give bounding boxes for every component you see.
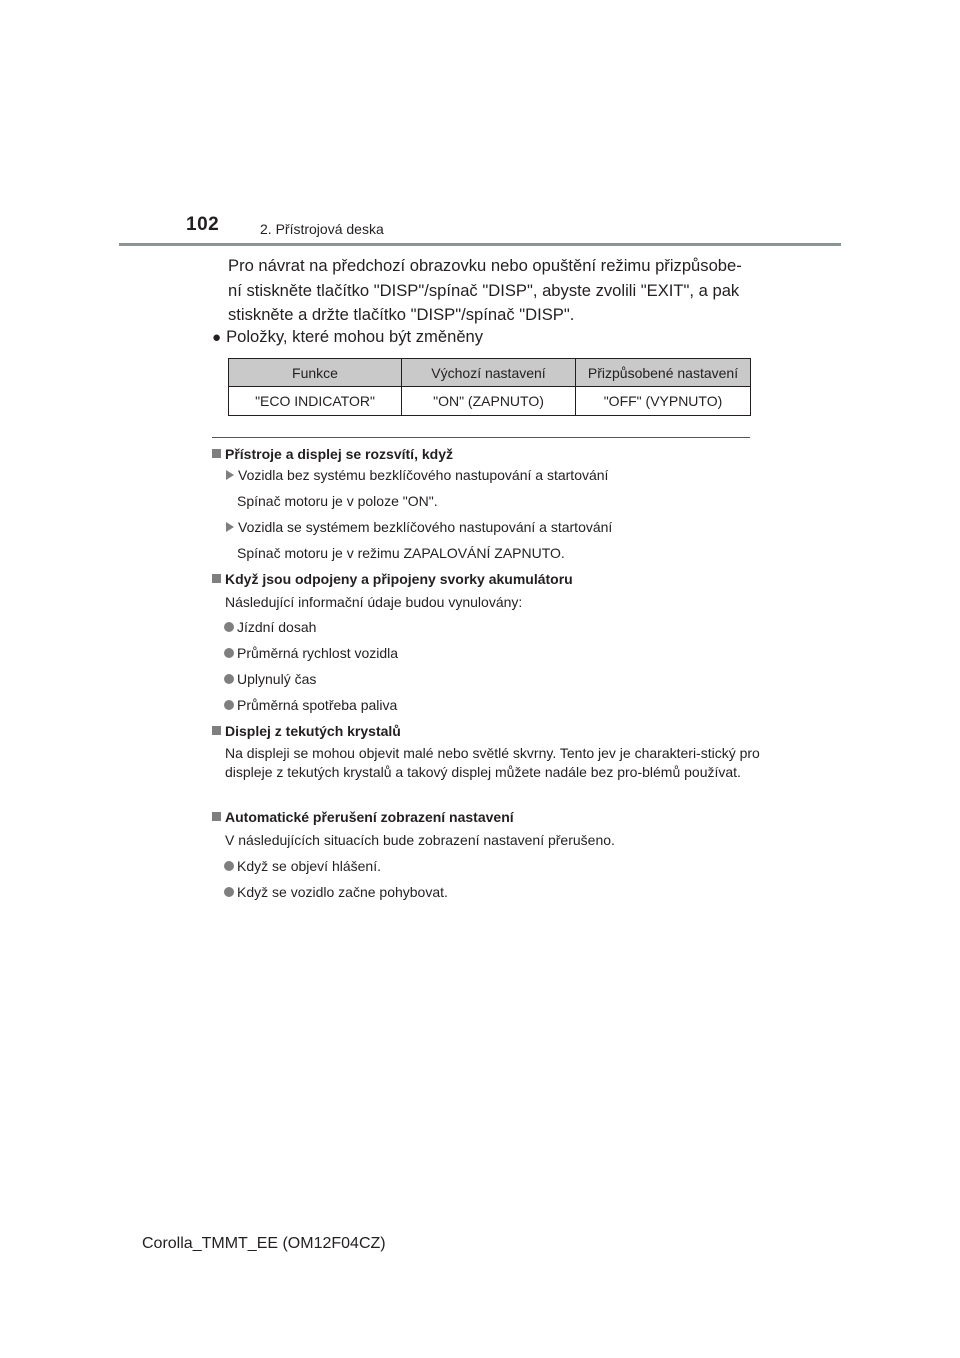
table-cell: "ECO INDICATOR" [229,387,402,416]
section-title: 2. Přístrojová deska [260,221,384,237]
note-text: V následujících situacích bude zobrazení nastavení přerušeno. [225,832,615,848]
note-text: Na displeji se mohou objevit malé nebo světlé skvrny. Tento jev je charakteri-stický pro displeje z tekutých krystalů a takový displej můžete nadále bez pro-blémů používat. [225,745,760,780]
table-header-cell: Funkce [229,359,402,387]
table-row [229,387,751,416]
bullet-icon: ● [212,329,222,346]
changeable-items-label: Položky, které mohou být změněny [226,327,484,346]
variant-text: Vozidla se systémem bezklíčového nastupování a startování [238,519,613,535]
note-heading: Přístroje a displej se rozsvítí, když [212,446,765,462]
footer-doc-id: Corolla_TMMT_EE (OM12F04CZ) [142,1235,386,1252]
list-item: Průměrná rychlost vozidla [212,645,777,661]
vehicle-variant-label [212,519,778,535]
bullet-icon [224,648,234,658]
note-heading: Displej z tekutých krystalů [212,723,765,739]
list-item: Když se vozidlo začne pohybovat. [212,884,777,900]
intro-paragraph: Pro návrat na předchozí obrazovku nebo opuštění režimu přizpůsobe-ní stiskněte tlačítko "DISP"/spínač "DISP", abyste zvolili "EXIT", a pak stiskněte a držte tlačítko "DISP"/spínač "DISP". [228,256,742,324]
table-cell: "ON" (ZAPNUTO) [402,387,576,416]
changeable-items-heading [212,326,483,349]
table-header-row [229,359,751,387]
page-number: 102 [186,214,220,235]
bullet-icon [224,674,234,684]
note-heading: Automatické přerušení zobrazení nastavení [212,809,765,825]
bullet-icon [224,622,234,632]
variant-text: Vozidla bez systému bezklíčového nastupování a startování [238,467,609,483]
bullet-icon [224,887,234,897]
note-heading: Když jsou odpojeny a připojeny svorky akumulátoru [212,571,765,587]
table-header-cell: Přizpůsobené nastavení [576,359,751,387]
note-text: Následující informační údaje budou vynulovány: [225,594,523,610]
table-header-cell: Výchozí nastavení [402,359,576,387]
settings-table [228,358,751,416]
bullet-icon [224,861,234,871]
list-item: Když se objeví hlášení. [212,858,777,874]
vehicle-variant-label [212,467,778,483]
page-header [0,0,960,250]
header-divider [119,243,841,246]
list-item: Jízdní dosah [212,619,777,635]
list-item: Průměrná spotřeba paliva [212,697,777,713]
bullet-icon [224,700,234,710]
triangle-arrow-icon [226,470,234,480]
list-item: Uplynulý čas [212,671,777,687]
table-cell: "OFF" (VYPNUTO) [576,387,751,416]
note-text: Spínač motoru je v poloze "ON". [237,493,438,509]
triangle-arrow-icon [226,522,234,532]
notes-divider [212,437,750,438]
note-text: Spínač motoru je v režimu ZAPALOVÁNÍ ZAPNUTO. [237,545,565,561]
